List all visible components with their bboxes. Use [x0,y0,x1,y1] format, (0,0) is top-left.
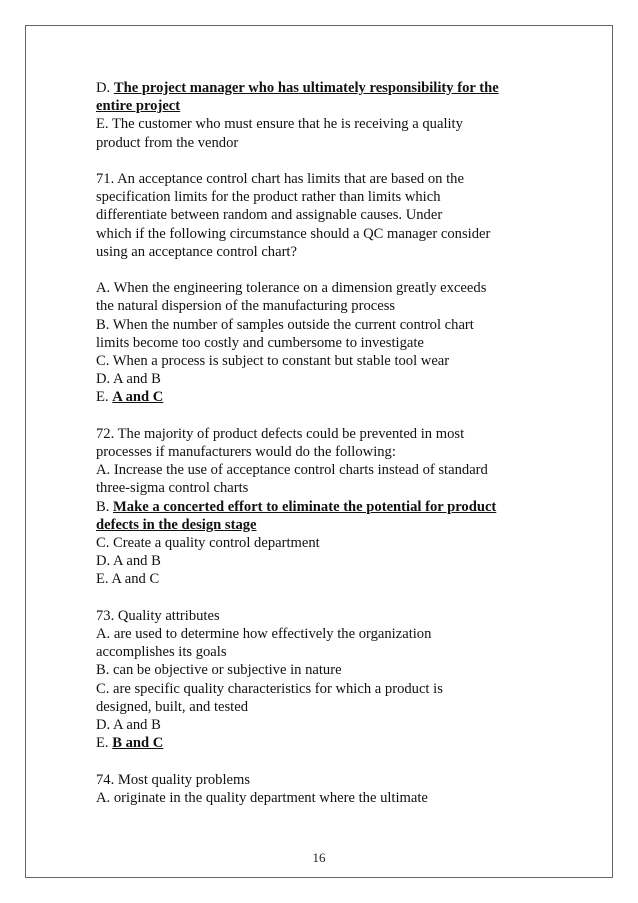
q71-option-b-cont: limits become too costly and cumbersome to investigate [96,334,424,351]
q71-stem-line-3: differentiate between random and assignable causes. Under [96,207,443,224]
q71-option-d: D. A and B [96,371,161,388]
q73-option-c-cont: designed, built, and tested [96,698,248,715]
q72-option-d: D. A and B [96,553,161,570]
q73-option-c: C. are specific quality characteristics for which a product is [96,680,443,697]
q73-option-e [96,734,556,752]
q72-stem-line-2: processes if manufacturers would do the following: [96,444,396,461]
q73-correct-answer: B and C [112,735,164,752]
q72-correct-answer-line-2: defects in the design stage [96,516,257,533]
q70-option-e: E. The customer who must ensure that he is receiving a quality [96,116,463,133]
q70-correct-answer-line-1: The project manager who has ultimately responsibility for the [113,80,499,96]
q70-option-d [96,79,556,97]
q72-option-a: A. Increase the use of acceptance control charts instead of standard [96,462,488,479]
q72-stem-line-1: 72. The majority of product defects could be prevented in most [96,425,465,442]
q71-stem-line-1: 71. An acceptance control chart has limits that are based on the [96,171,464,187]
q72-option-a-cont: three-sigma control charts [96,480,249,497]
option-prefix: E. [96,735,113,752]
spacer [96,589,556,607]
q71-stem-line-4: which if the following circumstance should a QC manager consider [96,225,491,242]
q70-option-e-cont: product from the vendor [96,134,239,151]
q72-option-c: C. Create a quality control department [96,535,320,552]
option-prefix: B. [96,498,114,515]
spacer [96,407,556,425]
q71-stem-line-2: specification limits for the product rather than limits which [96,189,441,206]
q71-option-e [96,388,556,406]
q70-option-d-cont [96,97,556,115]
q73-stem: 73. Quality attributes [96,607,220,624]
option-prefix: E. [96,389,113,406]
q71-stem-line-5: using an acceptance control chart? [96,243,297,260]
q71-correct-answer: A and C [112,389,164,406]
q73-option-b: B. can be objective or subjective in nature [96,662,342,679]
page-number: 16 [312,850,326,865]
q71-option-a-cont: the natural dispersion of the manufacturing process [96,298,396,315]
spacer [96,152,556,170]
q73-option-a: A. are used to determine how effectively the organization [96,626,432,643]
q71-option-b: B. When the number of samples outside the current control chart [96,316,474,333]
option-prefix: D. [96,80,114,96]
q74-option-a: A. originate in the quality department where the ultimate [96,789,428,806]
spacer [96,752,556,770]
q70-correct-answer-line-2: entire project [96,98,181,115]
q72-option-b [96,498,556,516]
q74-stem: 74. Most quality problems [96,771,251,788]
spacer [96,261,556,279]
q73-option-a-cont: accomplishes its goals [96,644,227,661]
q72-option-e: E. A and C [96,571,160,588]
document-body [96,79,556,807]
q71-option-a: A. When the engineering tolerance on a dimension greatly exceeds [96,280,487,297]
q72-option-b-cont [96,516,556,534]
q72-correct-answer-line-1: Make a concerted effort to eliminate the potential for product [113,498,497,515]
q73-option-d: D. A and B [96,717,161,734]
q71-option-c: C. When a process is subject to constant but stable tool wear [96,353,450,370]
